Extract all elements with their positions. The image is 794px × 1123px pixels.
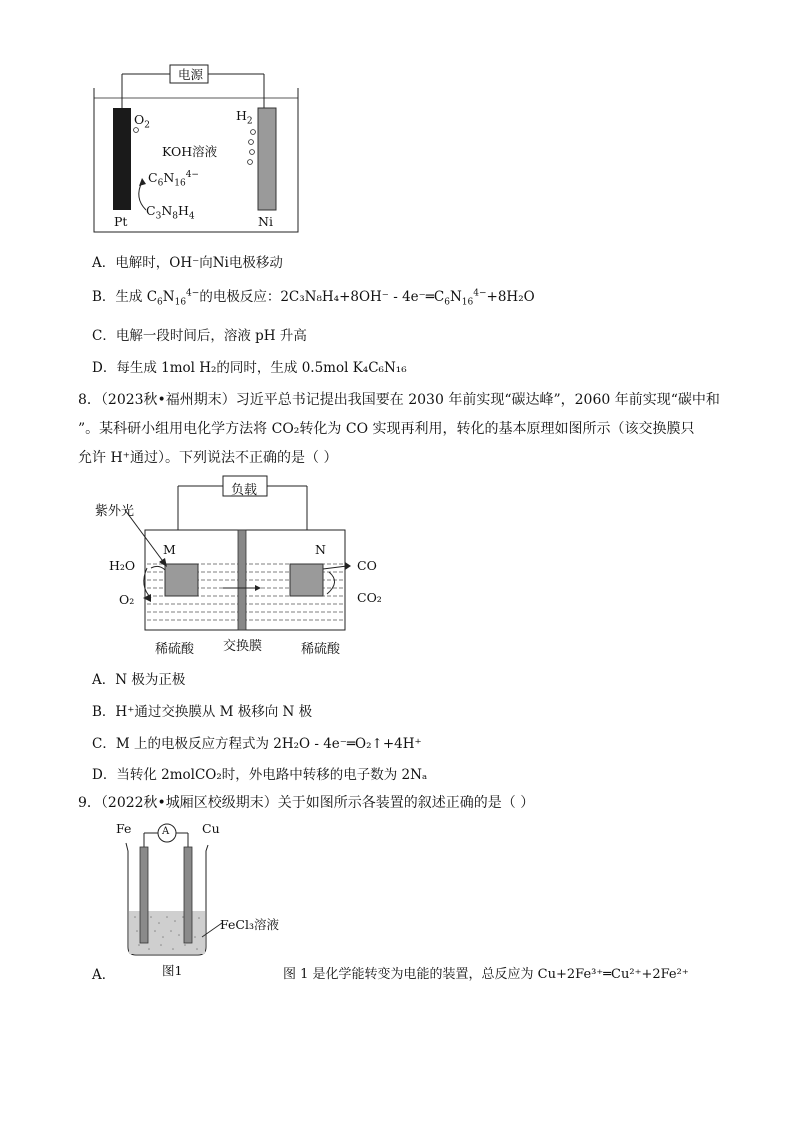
o2-label: $O_2$ [134, 112, 150, 131]
ammeter-icon: A [162, 826, 170, 837]
power-source-label: 电源 [178, 67, 204, 82]
photoelectrochemical-figure [95, 472, 395, 657]
load-label: 负载 [231, 483, 258, 498]
dilute-acid-right-label: 稀硫酸 [301, 642, 341, 657]
cu-electrode-label: Cu [202, 821, 220, 836]
ni-electrode-label: Ni [258, 214, 273, 229]
product-formula: $C_6N_{16}^{4-}$ [148, 170, 199, 189]
m-electrode-label: M [163, 542, 176, 557]
galvanic-cell-figure [110, 815, 290, 980]
galvanic-cell-diagram [110, 815, 290, 980]
exchange-membrane-label: 交换膜 [223, 639, 263, 654]
n-electrode-label: N [315, 542, 326, 557]
dilute-acid-left-label: 稀硫酸 [155, 642, 195, 657]
uv-light-label: 紫外光 [95, 504, 135, 519]
q7-option-a: A．电解时，OH⁻向Ni电极移动 [92, 255, 283, 271]
koh-solution-label: KOH溶液 [162, 144, 218, 159]
o2-output-label: O₂ [119, 592, 135, 607]
electrolysis-figure [90, 60, 310, 240]
h2o-label: H₂O [109, 558, 136, 573]
q8-option-b: B．H⁺通过交换膜从 M 极移向 N 极 [92, 704, 313, 720]
reactant-formula: $C_3N_8H_4$ [146, 203, 195, 222]
q9-option-a-label: A． [92, 967, 116, 983]
q8-stem-line2: ”。某科研小组用电化学方法将 CO₂转化为 CO 实现再利用，转化的基本原理如图所示（该交换膜只 [78, 421, 695, 437]
q8-option-d: D．当转化 2molCO₂时，外电路中转移的电子数为 2Nₐ [92, 767, 428, 783]
pt-electrode-label: Pt [114, 214, 128, 229]
q8-stem-line3: 允许 H⁺通过）。下列说法不正确的是（ ） [78, 450, 338, 466]
q9-stem: 9．（2022秋•城厢区校级期末）关于如图所示各装置的叙述正确的是（ ） [78, 795, 535, 811]
fecl3-solution-label: FeCl₃溶液 [220, 917, 279, 932]
co-output-label: CO [357, 558, 377, 573]
q8-option-c: C．M 上的电极反应方程式为 2H₂O - 4e⁻═O₂↑+4H⁺ [92, 736, 422, 752]
q9-option-a-text: 图 1 是化学能转变为电能的装置，总反应为 Cu+2Fe³⁺═Cu²⁺+2Fe²⁺ [283, 967, 689, 982]
q7-option-b: B．生成 $C_6N_{16}^{4-}$的电极反应：$2C_3N_8H_4+8OH^- - 4e^-═C_6N_{16}^{4-}+8H_2O$ [92, 288, 535, 308]
q7-option-c: C．电解一段时间后，溶液 pH 升高 [92, 328, 307, 344]
fe-electrode-label: Fe [116, 821, 132, 836]
co2-conversion-diagram [95, 472, 395, 657]
figure-1-caption: 图1 [162, 963, 183, 978]
q8-option-a: A．N 极为正极 [92, 672, 186, 688]
q8-stem-line1: 8．（2023秋•福州期末）习近平总书记提出我国要在 2030 年前实现“碳达峰”，2060 年前实现“碳中和 [78, 392, 720, 408]
co2-input-label: CO₂ [357, 590, 382, 605]
q7-option-d: D．每生成 1mol H₂的同时，生成 0.5mol K₄C₆N₁₆ [92, 360, 407, 376]
h2-label: $H_2$ [236, 108, 253, 127]
